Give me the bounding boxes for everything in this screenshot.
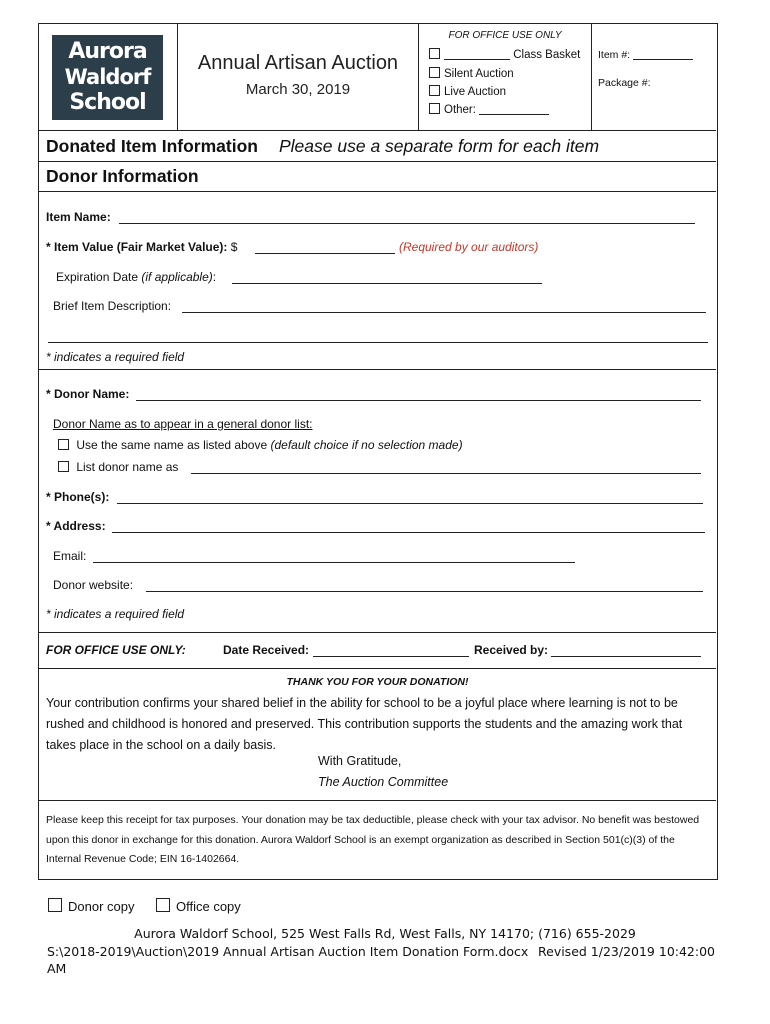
package-number-label: Package #: [598, 77, 651, 89]
title-cell [178, 24, 419, 130]
expiration-field [56, 270, 216, 284]
donated-item-note: Please use a separate form for each item [279, 136, 600, 156]
donation-form [38, 23, 718, 880]
item-number-field[interactable] [598, 49, 693, 61]
footer-path: S:\2018-2019\Auction\2019 Annual Artisan Auction Item Donation Form.docx [47, 944, 529, 959]
item-value-input[interactable] [255, 253, 395, 254]
closing: With Gratitude, [318, 754, 402, 768]
logo-line-2: Waldorf [64, 65, 151, 89]
office-option-live[interactable] [429, 85, 506, 98]
website-input[interactable] [146, 591, 703, 592]
donated-item-title: Donated Item Information [46, 136, 258, 156]
office-option-class-basket[interactable] [429, 48, 580, 61]
logo-line-3: School [69, 90, 146, 115]
email-label: Email: [53, 549, 87, 563]
checkbox-icon[interactable] [429, 67, 440, 78]
donor-name-input[interactable] [136, 400, 701, 401]
currency-symbol: $ [230, 240, 238, 254]
other-blank[interactable] [479, 114, 549, 115]
required-note-item: * indicates a required field [46, 350, 185, 364]
logo-cell [39, 24, 178, 130]
description-label: Brief Item Description: [53, 299, 172, 313]
date-received-label: Date Received: [223, 643, 310, 657]
office-use-heading: FOR OFFICE USE ONLY [448, 30, 562, 41]
date-received-input[interactable] [313, 656, 469, 657]
expiration-colon: : [212, 270, 217, 284]
item-number-blank[interactable] [633, 59, 693, 60]
signature: The Auction Committee [318, 775, 449, 789]
donor-copy-label: Donor copy [68, 899, 135, 914]
divider [39, 800, 716, 801]
list-as-input[interactable] [191, 473, 701, 474]
office-option-label: Other: [444, 104, 476, 116]
checkbox-icon[interactable] [58, 461, 69, 472]
address-input[interactable] [112, 532, 705, 533]
donor-copy-option[interactable] [48, 898, 134, 914]
checkbox-icon[interactable] [58, 439, 69, 450]
footer-am: AM [47, 961, 67, 976]
school-logo [52, 35, 163, 120]
item-number-label: Item #: [598, 49, 631, 61]
footer-revised: Revised 1/23/2019 10:42:00 [538, 944, 716, 959]
donor-name-label: * Donor Name: [46, 387, 130, 401]
office-option-other[interactable] [429, 103, 549, 116]
item-name-label: Item Name: [46, 210, 111, 224]
donor-info-bar [39, 162, 716, 192]
website-label: Donor website: [53, 578, 134, 592]
office-copy-option[interactable] [156, 898, 241, 914]
office-option-label: Live Auction [444, 86, 507, 98]
donated-item-bar [39, 130, 716, 162]
expiration-label: Expiration Date [56, 270, 139, 284]
expiration-input[interactable] [232, 283, 542, 284]
tax-note: Please keep this receipt for tax purposes. Your donation may be tax deductible, please check with your tax advisor. No benefit was bestowed upon this donor in exchange for this donation. Aurora Waldorf School is an exempt organization as described in Section 501(c)(3) of the Internal Revenue Code; EIN 16-1402664. [46, 814, 700, 865]
checkbox-icon[interactable] [429, 48, 440, 59]
divider [39, 369, 716, 370]
item-value-label: * Item Value (Fair Market Value): [46, 240, 228, 254]
donor-list-heading: Donor Name as to appear in a general donor list: [53, 417, 313, 431]
checkbox-icon[interactable] [429, 103, 440, 114]
item-value-field [46, 240, 237, 254]
footer-address: Aurora Waldorf School, 525 West Falls Rd, West Falls, NY 14170; (716) 655-2029 [134, 926, 636, 941]
form-header [39, 24, 716, 131]
office-copy-label: Office copy [176, 899, 241, 914]
office-option-label: Silent Auction [444, 68, 514, 80]
logo-line-1: Aurora [68, 39, 147, 64]
expiration-note: (if applicable) [141, 270, 213, 284]
donor-info-title: Donor Information [46, 166, 199, 186]
divider [39, 668, 716, 669]
auditors-note: (Required by our auditors) [399, 240, 539, 254]
office-use-cell [419, 24, 592, 130]
required-note-donor: * indicates a required field [46, 607, 185, 621]
phones-label: * Phone(s): [46, 490, 110, 504]
list-as-label: List donor name as [76, 460, 179, 474]
checkbox-icon[interactable] [429, 85, 440, 96]
blank-line[interactable] [444, 59, 510, 60]
description-input-line-1[interactable] [182, 312, 706, 313]
thanks-body: Your contribution confirms your shared belief in the ability for school to be a joyful place where learning is not to be rushed and childhood is honored and preserved. This contribution supports the students and the amazing work that takes place in the school on a daily basis. [46, 696, 683, 752]
office-use-label: FOR OFFICE USE ONLY: [46, 643, 186, 657]
phones-input[interactable] [117, 503, 703, 504]
received-by-label: Received by: [474, 643, 549, 657]
divider [39, 632, 716, 633]
item-number-cell [592, 24, 716, 130]
checkbox-icon[interactable] [156, 898, 170, 912]
item-name-input[interactable] [119, 223, 695, 224]
event-date: March 30, 2019 [245, 81, 351, 98]
office-option-silent[interactable] [429, 67, 514, 80]
thanks-heading: THANK YOU FOR YOUR DONATION! [286, 676, 469, 688]
list-as-option[interactable] [58, 460, 178, 474]
received-by-input[interactable] [551, 656, 701, 657]
same-name-note: (default choice if no selection made) [270, 438, 463, 452]
address-label: * Address: [46, 519, 106, 533]
event-title: Annual Artisan Auction [197, 52, 399, 74]
same-name-option[interactable] [58, 438, 463, 452]
email-input[interactable] [93, 562, 575, 563]
same-name-label: Use the same name as listed above [76, 438, 268, 452]
checkbox-icon[interactable] [48, 898, 62, 912]
description-input-line-2[interactable] [48, 342, 708, 343]
office-option-label: Class Basket [513, 49, 581, 61]
